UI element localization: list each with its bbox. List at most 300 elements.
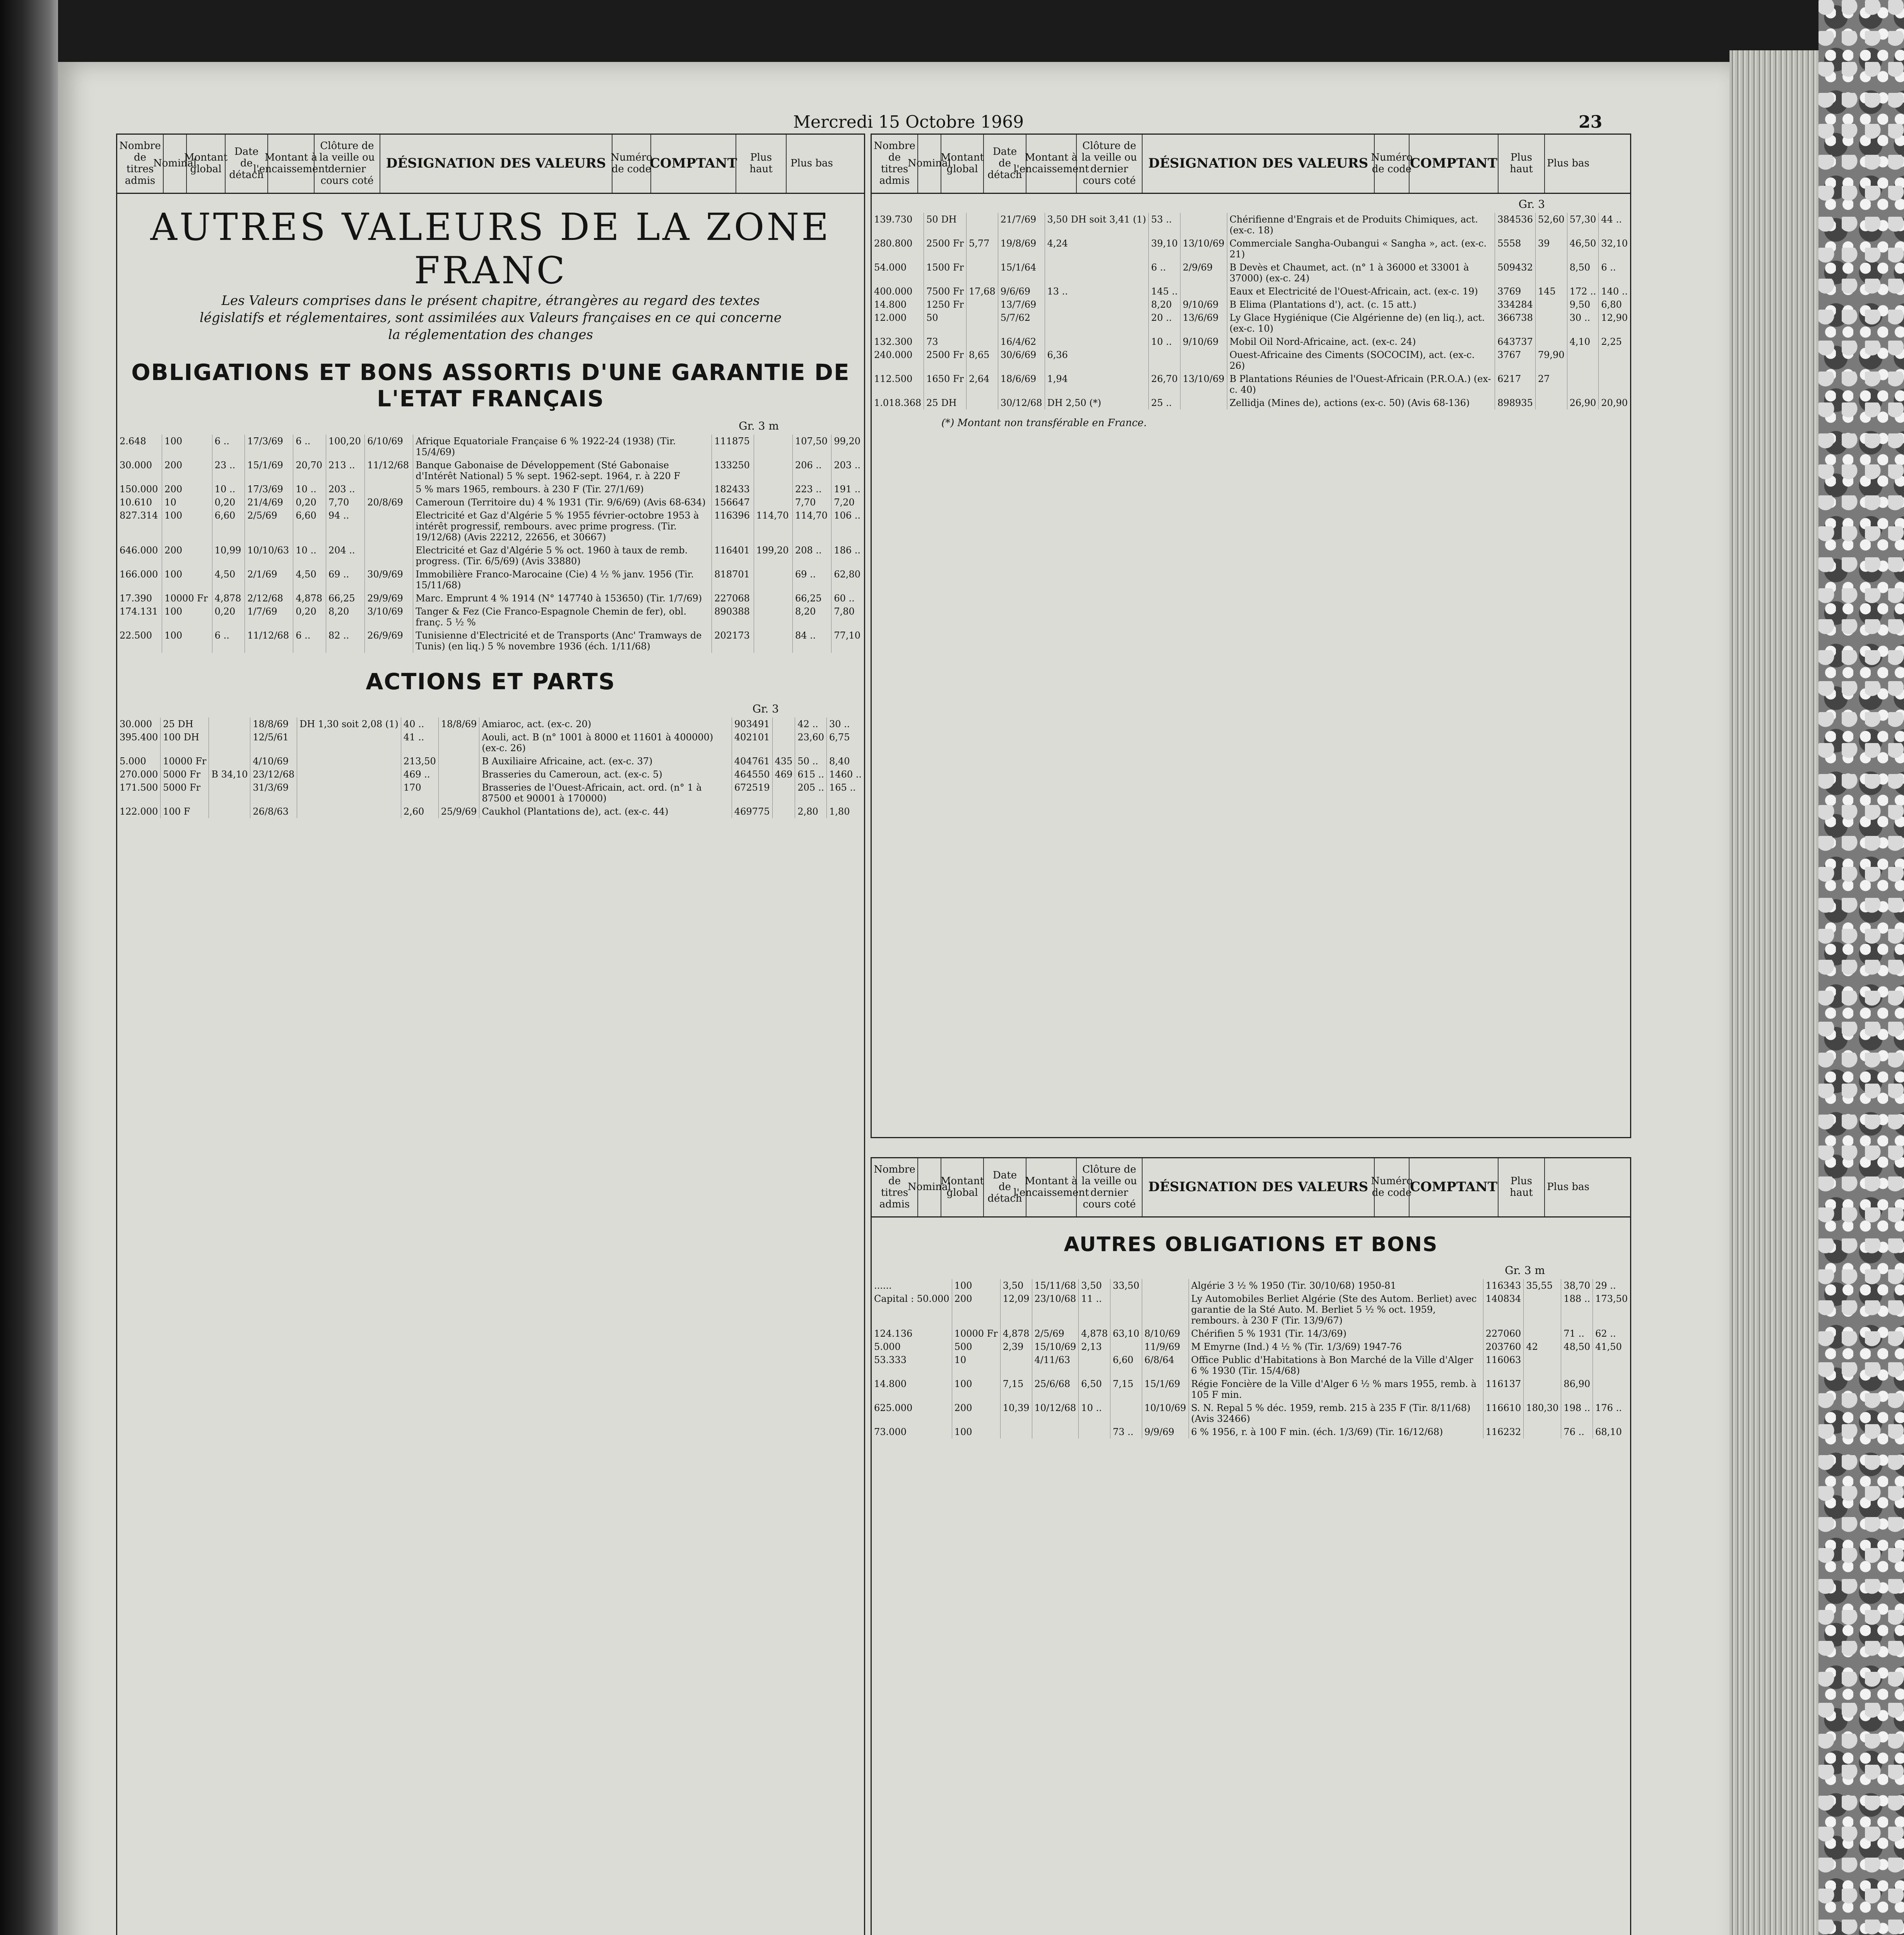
cell-plus-bas: 29 .. xyxy=(1595,1280,1616,1291)
cell-date: 5/7/62 xyxy=(998,311,1045,335)
cell-encaissement: 0,20 xyxy=(293,496,326,509)
cell-cloture-date: 10/10/69 xyxy=(1142,1401,1189,1425)
cell-plus-bas xyxy=(1593,1353,1630,1377)
cell-date: 13/7/69 xyxy=(998,298,1045,311)
cell-titres: 5.000 xyxy=(117,755,161,768)
cell-plus-bas: 7,80 xyxy=(834,606,855,617)
cell-encaissement xyxy=(1045,311,1149,335)
cell-comptant: 469 xyxy=(772,768,795,781)
cell-comptant xyxy=(1524,1327,1561,1340)
cell-designation: Chérifien 5 % 1931 (Tir. 14/3/69) xyxy=(1189,1327,1483,1340)
cell-designation: Amiaroc, act. (ex-c. 20) xyxy=(479,717,732,731)
cell-montant xyxy=(967,311,998,335)
cell-code: 116063 xyxy=(1483,1353,1524,1377)
cell-designation: Mobil Oil Nord-Africaine, act. (ex-c. 24) xyxy=(1227,335,1495,348)
cell-cloture-date xyxy=(1180,285,1227,298)
cell-titres: 150.000 xyxy=(117,483,162,496)
col-nominal: Nominal xyxy=(164,135,187,193)
cell-montant xyxy=(209,717,250,731)
cell-comptant xyxy=(1524,1425,1561,1438)
cell-cloture: 8,20 xyxy=(326,605,364,629)
table-row xyxy=(872,348,1630,372)
cell-cloture-date: 6/10/69 xyxy=(365,435,413,459)
footnote: (*) Montant non transférable en France. xyxy=(941,417,1147,429)
cell-designation: Algérie 3 ½ % 1950 (Tir. 30/10/68) 1950-81 xyxy=(1189,1279,1483,1292)
cell-montant: 6 .. xyxy=(212,629,245,653)
cell-cloture: 213 .. xyxy=(326,459,364,483)
cell-titres: 122.000 xyxy=(117,805,161,818)
cell-date: 16/4/62 xyxy=(998,335,1045,348)
cell-code: 903491 xyxy=(732,717,772,731)
right-column-top xyxy=(871,134,1631,1138)
col-plus-bas: Plus bas xyxy=(790,158,833,170)
cell-cloture: 20 .. xyxy=(1149,311,1180,335)
cell-titres: 73.000 xyxy=(872,1425,952,1438)
cell-date: 9/6/69 xyxy=(998,285,1045,298)
cell-encaissement: 11 .. xyxy=(1079,1292,1110,1327)
cell-montant: 0,20 xyxy=(212,605,245,629)
cell-code: 3769 xyxy=(1495,285,1536,298)
table-header xyxy=(117,135,864,194)
cell-comptant xyxy=(1535,261,1567,285)
cell-cloture-date xyxy=(1180,396,1227,409)
cell-plus-haut: 7,70 xyxy=(792,496,831,509)
cell-cloture: 82 .. xyxy=(326,629,364,653)
cell-designation: Régie Foncière de la Ville d'Alger 6 ½ % mars 1955, remb. à 105 F min. xyxy=(1189,1377,1483,1401)
cell-date: 2/5/69 xyxy=(1032,1327,1079,1340)
cell-plus-haut: 205 .. xyxy=(795,781,827,805)
table-row xyxy=(872,1353,1630,1377)
cell-titres: 270.000 xyxy=(117,768,161,781)
cell-plus-bas: 2,25 xyxy=(1601,336,1622,347)
col-date: Date de détach xyxy=(984,135,1026,193)
cell-nominal: 2500 Fr xyxy=(924,237,967,261)
cell-nominal: 200 xyxy=(162,483,212,496)
cell-code: 227068 xyxy=(712,592,754,605)
cell-comptant xyxy=(1524,1353,1561,1377)
cell-cloture-date xyxy=(365,483,413,496)
cell-plus-haut: 38,70 xyxy=(1561,1279,1593,1292)
col-cloture: Clôture de la veille ou dernier cours coté xyxy=(1077,135,1143,193)
cell-montant xyxy=(967,396,998,409)
cell-plus-bas: 12,90 xyxy=(1601,312,1628,323)
cell-cloture: 40 .. xyxy=(401,717,438,731)
cell-montant xyxy=(209,781,250,805)
cell-plus-bas: 20,90 xyxy=(1601,397,1628,408)
cell-date: 15/10/69 xyxy=(1032,1340,1079,1353)
cell-plus-haut: 30 .. xyxy=(1567,311,1599,335)
cell-titres: 30.000 xyxy=(117,717,161,731)
cell-montant xyxy=(967,335,998,348)
cell-cloture-date: 11/9/69 xyxy=(1142,1340,1189,1353)
cell-plus-haut: 208 .. xyxy=(792,544,831,568)
table-row xyxy=(872,285,1630,298)
cell-plus-haut: 48,50 xyxy=(1561,1340,1593,1353)
cell-comptant: 52,60 xyxy=(1535,213,1567,237)
cell-cloture: 41 .. xyxy=(401,731,438,755)
cell-encaissement xyxy=(1045,335,1149,348)
cell-montant xyxy=(967,261,998,285)
cell-nominal: 50 DH xyxy=(924,213,967,237)
cell-plus-bas: 1460 .. xyxy=(829,769,862,780)
cell-plus-haut: 223 .. xyxy=(792,483,831,496)
cell-cloture: 8,20 xyxy=(1149,298,1180,311)
cell-code: 111875 xyxy=(712,435,754,459)
cell-comptant xyxy=(1535,311,1567,335)
col-encaissement: Montant à l'encaissement xyxy=(1026,1158,1077,1216)
cell-encaissement: 4,878 xyxy=(293,592,326,605)
cell-nominal: 100 xyxy=(952,1425,1000,1438)
cell-plus-bas: 191 .. xyxy=(834,483,861,495)
cell-encaissement: 6,60 xyxy=(293,509,326,544)
cell-nominal: 1250 Fr xyxy=(924,298,967,311)
cell-nominal: 100 xyxy=(952,1377,1000,1401)
table-row xyxy=(117,459,864,483)
cell-designation: Electricité et Gaz d'Algérie 5 % 1955 février-octobre 1953 à intérêt progressif, rembours. avec prime progress. (Tir. 19/12/68) (Avis 22212, 22656, et 30667) xyxy=(413,509,712,544)
cell-nominal: 25 DH xyxy=(161,717,209,731)
cell-date: 31/3/69 xyxy=(250,781,297,805)
cell-nominal: 1650 Fr xyxy=(924,372,967,396)
cell-encaissement: 6 .. xyxy=(293,435,326,459)
cell-date: 12/5/61 xyxy=(250,731,297,755)
table-row xyxy=(872,1279,1630,1292)
cell-date xyxy=(1032,1425,1079,1438)
cell-plus-bas: 6 .. xyxy=(1601,262,1616,273)
col-titres: Nombre de titres admis xyxy=(117,135,164,193)
cell-montant: 23 .. xyxy=(212,459,245,483)
cell-designation: Eaux et Electricité de l'Ouest-Africain, act. (ex-c. 19) xyxy=(1227,285,1495,298)
table-row xyxy=(872,396,1630,409)
table-actions-right xyxy=(872,213,1630,409)
col-montant: Montant global xyxy=(941,135,984,193)
cell-designation: B Plantations Réunies de l'Ouest-Africain (P.R.O.A.) (ex-c. 40) xyxy=(1227,372,1495,396)
cell-date: 1/7/69 xyxy=(245,605,293,629)
cell-code: 384536 xyxy=(1495,213,1536,237)
cell-titres: Capital : 50.000 xyxy=(872,1292,952,1327)
cell-plus-bas: 68,10 xyxy=(1595,1426,1622,1437)
table-row xyxy=(872,1425,1630,1438)
cell-plus-bas: 60 .. xyxy=(834,592,855,604)
cell-plus-bas xyxy=(1593,1377,1630,1401)
table-row xyxy=(872,1377,1630,1401)
cell-comptant xyxy=(1535,335,1567,348)
table-row xyxy=(872,1292,1630,1327)
cell-nominal: 1500 Fr xyxy=(924,261,967,285)
table-autres-obligations xyxy=(872,1279,1630,1438)
cell-titres: 400.000 xyxy=(872,285,924,298)
cell-date: 2/1/69 xyxy=(245,568,293,592)
cell-titres: 22.500 xyxy=(117,629,162,653)
cell-nominal: 5000 Fr xyxy=(161,768,209,781)
cell-plus-haut: 107,50 xyxy=(792,435,831,459)
cell-plus-bas: 140 .. xyxy=(1601,286,1628,297)
cell-code: 116343 xyxy=(1483,1279,1524,1292)
cell-cloture: 203 .. xyxy=(326,483,364,496)
cell-plus-haut: 71 .. xyxy=(1561,1327,1593,1340)
cell-date: 19/8/69 xyxy=(998,237,1045,261)
cell-plus-haut: 57,30 xyxy=(1567,213,1599,237)
cell-plus-haut xyxy=(1561,1353,1593,1377)
cell-code: 156647 xyxy=(712,496,754,509)
col-designation: DÉSIGNATION DES VALEURS xyxy=(1143,1158,1375,1216)
cell-date: 10/10/63 xyxy=(245,544,293,568)
cell-plus-haut: 42 .. xyxy=(795,717,827,731)
col-cloture: Clôture de la veille ou dernier cours coté xyxy=(315,135,380,193)
table-row xyxy=(872,1401,1630,1425)
section-obligations-garanties: OBLIGATIONS ET BONS ASSORTIS D'UNE GARANTIE DE L'ETAT FRANÇAIS xyxy=(131,359,850,412)
cell-encaissement: DH 1,30 soit 2,08 (1) xyxy=(297,717,401,731)
cell-montant xyxy=(967,213,998,237)
cell-cloture-date: 8/10/69 xyxy=(1142,1327,1189,1340)
right-column-bottom xyxy=(871,1157,1631,1935)
cell-plus-bas: 7,20 xyxy=(834,497,855,508)
cell-montant: 0,20 xyxy=(212,496,245,509)
table-row xyxy=(872,261,1630,285)
cell-plus-bas: 6,80 xyxy=(1601,299,1622,310)
cell-designation: Aouli, act. B (n° 1001 à 8000 et 11601 à 400000) (ex-c. 26) xyxy=(479,731,732,755)
cell-comptant: 199,20 xyxy=(754,544,792,568)
cell-date: 11/12/68 xyxy=(245,629,293,653)
col-titres: Nombre de titres admis xyxy=(872,1158,918,1216)
cell-plus-haut: 26,90 xyxy=(1567,396,1599,409)
cell-nominal: 100 xyxy=(162,435,212,459)
cell-cloture: 94 .. xyxy=(326,509,364,544)
cell-designation: Office Public d'Habitations à Bon Marché de la Ville d'Alger 6 % 1930 (Tir. 15/4/68) xyxy=(1189,1353,1483,1377)
cell-plus-haut xyxy=(1567,372,1599,396)
cell-montant: 10 .. xyxy=(212,483,245,496)
cell-cloture-date: 9/10/69 xyxy=(1180,298,1227,311)
cell-encaissement xyxy=(297,768,401,781)
cell-date: 23/10/68 xyxy=(1032,1292,1079,1327)
cell-designation: Chérifienne d'Engrais et de Produits Chimiques, act. (ex-c. 18) xyxy=(1227,213,1495,237)
table-row xyxy=(872,213,1630,237)
cell-plus-bas: 44 .. xyxy=(1601,214,1622,225)
cell-code: 890388 xyxy=(712,605,754,629)
cell-date: 10/12/68 xyxy=(1032,1401,1079,1425)
cell-nominal: 100 xyxy=(162,568,212,592)
cell-code: 509432 xyxy=(1495,261,1536,285)
cell-date: 15/1/69 xyxy=(245,459,293,483)
col-plus-haut: Plus haut xyxy=(1499,1158,1545,1216)
cell-cloture-date xyxy=(438,755,479,768)
cell-code: 402101 xyxy=(732,731,772,755)
cell-titres: 124.136 xyxy=(872,1327,952,1340)
cell-code: 203760 xyxy=(1483,1340,1524,1353)
cell-cloture-date xyxy=(438,731,479,755)
table-row xyxy=(872,311,1630,335)
cell-encaissement xyxy=(297,781,401,805)
cell-designation: Cameroun (Territoire du) 4 % 1931 (Tir. 9/6/69) (Avis 68-634) xyxy=(413,496,712,509)
table-header xyxy=(872,1158,1630,1218)
cell-designation: Electricité et Gaz d'Algérie 5 % oct. 1960 à taux de remb. progress. (Tir. 6/5/69) (Avis 33880) xyxy=(413,544,712,568)
cell-cloture-date: 30/9/69 xyxy=(365,568,413,592)
table-row xyxy=(117,805,864,818)
table-row xyxy=(117,568,864,592)
cell-date: 17/3/69 xyxy=(245,483,293,496)
cell-designation: Marc. Emprunt 4 % 1914 (N° 147740 à 153650) (Tir. 1/7/69) xyxy=(413,592,712,605)
table-row xyxy=(117,755,864,768)
cell-encaissement: 1,94 xyxy=(1045,372,1149,396)
cell-code: 116610 xyxy=(1483,1401,1524,1425)
cell-cloture-date xyxy=(365,509,413,544)
cell-date: 4/10/69 xyxy=(250,755,297,768)
table-row xyxy=(117,496,864,509)
table-row xyxy=(872,298,1630,311)
cell-encaissement xyxy=(297,755,401,768)
cell-plus-bas: 173,50 xyxy=(1595,1293,1628,1304)
cell-nominal: 100 DH xyxy=(161,731,209,755)
cell-date: 23/12/68 xyxy=(250,768,297,781)
cell-code: 5558 xyxy=(1495,237,1536,261)
marbled-edge xyxy=(1818,0,1904,1935)
cell-nominal: 200 xyxy=(952,1292,1000,1327)
cell-plus-bas: 62 .. xyxy=(1595,1328,1616,1339)
cell-cloture-date: 13/10/69 xyxy=(1180,372,1227,396)
cell-designation: B Auxiliaire Africaine, act. (ex-c. 37) xyxy=(479,755,732,768)
cell-code: 643737 xyxy=(1495,335,1536,348)
cell-titres: 171.500 xyxy=(117,781,161,805)
cell-cloture: 69 .. xyxy=(326,568,364,592)
cell-plus-haut: 2,80 xyxy=(795,805,827,818)
table-obligations-garanties xyxy=(117,435,864,653)
cell-code: 140834 xyxy=(1483,1292,1524,1327)
cell-comptant xyxy=(754,605,792,629)
table-row xyxy=(117,768,864,781)
cell-cloture: 7,15 xyxy=(1110,1377,1142,1401)
table-row xyxy=(117,544,864,568)
cell-plus-haut: 84 .. xyxy=(792,629,831,653)
cell-nominal: 100 xyxy=(162,629,212,653)
cell-plus-haut: 206 .. xyxy=(792,459,831,483)
cell-cloture: 66,25 xyxy=(326,592,364,605)
cell-code: 404761 xyxy=(732,755,772,768)
cell-encaissement xyxy=(1079,1353,1110,1377)
cell-code: 672519 xyxy=(732,781,772,805)
cell-encaissement: DH 2,50 (*) xyxy=(1045,396,1149,409)
cell-plus-haut: 172 .. xyxy=(1567,285,1599,298)
table-row xyxy=(117,731,864,755)
cell-montant: 4,50 xyxy=(212,568,245,592)
cell-designation: Ly Glace Hygiénique (Cie Algérienne de) (en liq.), act. (ex-c. 10) xyxy=(1227,311,1495,335)
cell-titres: 112.500 xyxy=(872,372,924,396)
cell-comptant: 114,70 xyxy=(754,509,792,544)
cell-code: 116137 xyxy=(1483,1377,1524,1401)
cell-titres: 14.800 xyxy=(872,298,924,311)
cell-nominal: 100 xyxy=(162,605,212,629)
cell-cloture-date: 18/8/69 xyxy=(438,717,479,731)
cell-designation: Tunisienne d'Electricité et de Transports (Anc' Tramways de Tunis) (en liq.) 5 % novembre 1936 (éch. 1/11/68) xyxy=(413,629,712,653)
cell-cloture-date xyxy=(438,781,479,805)
cell-encaissement: 10 .. xyxy=(1079,1401,1110,1425)
col-designation: DÉSIGNATION DES VALEURS xyxy=(380,135,612,193)
cell-montant: 4,878 xyxy=(212,592,245,605)
cell-montant: 17,68 xyxy=(967,285,998,298)
cell-cloture: 145 .. xyxy=(1149,285,1180,298)
cell-encaissement: 10 .. xyxy=(293,544,326,568)
cell-plus-haut: 9,50 xyxy=(1567,298,1599,311)
cell-cloture-date: 6/8/64 xyxy=(1142,1353,1189,1377)
cell-comptant xyxy=(1524,1292,1561,1327)
cell-cloture-date: 11/12/68 xyxy=(365,459,413,483)
cell-plus-haut: 8,20 xyxy=(792,605,831,629)
table-row xyxy=(117,483,864,496)
cell-date: 18/8/69 xyxy=(250,717,297,731)
cell-titres: 14.800 xyxy=(872,1377,952,1401)
cell-nominal: 10 xyxy=(952,1353,1000,1377)
cell-comptant xyxy=(772,731,795,755)
cell-nominal: 10000 Fr xyxy=(952,1327,1000,1340)
cell-titres: 132.300 xyxy=(872,335,924,348)
cell-cloture: 26,70 xyxy=(1149,372,1180,396)
table-row xyxy=(117,592,864,605)
cell-designation: Brasseries de l'Ouest-Africain, act. ord. (n° 1 à 87500 et 90001 à 170000) xyxy=(479,781,732,805)
cell-cloture-date: 13/6/69 xyxy=(1180,311,1227,335)
cell-cloture-date xyxy=(365,544,413,568)
cell-nominal: 100 xyxy=(952,1279,1000,1292)
group-label: Gr. 3 xyxy=(1518,198,1545,211)
cell-plus-haut xyxy=(1567,348,1599,372)
cell-plus-haut: 50 .. xyxy=(795,755,827,768)
cell-encaissement: 3,50 DH soit 3,41 (1) xyxy=(1045,213,1149,237)
cell-encaissement: 13 .. xyxy=(1045,285,1149,298)
cell-designation: Caukhol (Plantations de), act. (ex-c. 44) xyxy=(479,805,732,818)
cell-encaissement xyxy=(1079,1425,1110,1438)
cell-comptant xyxy=(754,483,792,496)
table-row xyxy=(117,509,864,544)
cell-cloture xyxy=(1110,1340,1142,1353)
cell-montant: 2,39 xyxy=(1000,1340,1032,1353)
cell-code: 469775 xyxy=(732,805,772,818)
cell-designation: 5 % mars 1965, rembours. à 230 F (Tir. 27/1/69) xyxy=(413,483,712,496)
cell-plus-bas: 106 .. xyxy=(834,510,861,521)
cell-comptant xyxy=(1524,1377,1561,1401)
cell-titres: 174.131 xyxy=(117,605,162,629)
col-date: Date de détach xyxy=(226,135,268,193)
cell-comptant xyxy=(754,592,792,605)
cell-montant: 8,65 xyxy=(967,348,998,372)
col-comptant: COMPTANT xyxy=(651,135,736,193)
main-title: AUTRES VALEURS DE LA ZONE FRANC xyxy=(150,205,831,292)
cell-nominal: 500 xyxy=(952,1340,1000,1353)
cell-designation: S. N. Repal 5 % déc. 1959, remb. 215 à 235 F (Tir. 8/11/68) (Avis 32466) xyxy=(1189,1401,1483,1425)
cell-date: 21/4/69 xyxy=(245,496,293,509)
cell-plus-bas: 30 .. xyxy=(829,718,850,729)
cell-montant: 3,50 xyxy=(1000,1279,1032,1292)
table-actions-parts xyxy=(117,717,864,818)
cell-nominal: 200 xyxy=(162,459,212,483)
cell-titres: 53.333 xyxy=(872,1353,952,1377)
col-plus-haut: Plus haut xyxy=(1499,135,1545,193)
cell-titres: 827.314 xyxy=(117,509,162,544)
cell-encaissement: 4,24 xyxy=(1045,237,1149,261)
page-number: 23 xyxy=(1579,112,1603,132)
cell-comptant xyxy=(772,805,795,818)
cell-designation: Ly Automobiles Berliet Algérie (Ste des Autom. Berliet) avec garantie de la Sté Auto. M. Berliet 5 ½ % oct. 1959, rembours. à 230 F (Tir. 13/9/67) xyxy=(1189,1292,1483,1327)
cell-plus-haut: 66,25 xyxy=(792,592,831,605)
table-row xyxy=(117,629,864,653)
cell-comptant: 79,90 xyxy=(1535,348,1567,372)
cell-nominal: 200 xyxy=(162,544,212,568)
cell-code: 116401 xyxy=(712,544,754,568)
cell-cloture-date xyxy=(1142,1292,1189,1327)
col-montant: Montant global xyxy=(187,135,226,193)
cell-montant: 10,99 xyxy=(212,544,245,568)
cell-designation: Banque Gabonaise de Développement (Sté Gabonaise d'Intérêt National) 5 % sept. 1962-sept. 1964, r. à 220 F xyxy=(413,459,712,483)
cell-montant xyxy=(209,731,250,755)
cell-cloture-date: 20/8/69 xyxy=(365,496,413,509)
cell-nominal: 200 xyxy=(952,1401,1000,1425)
cell-titres: 280.800 xyxy=(872,237,924,261)
